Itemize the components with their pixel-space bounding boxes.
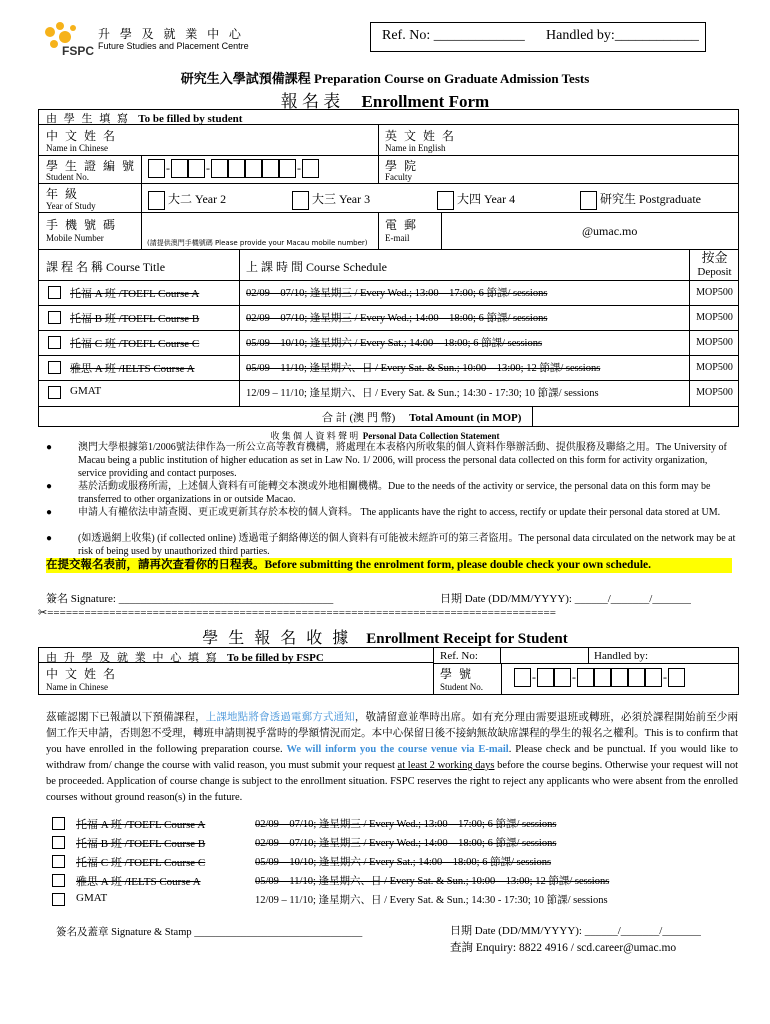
course-deposit: MOP500 <box>696 287 733 298</box>
course-schedule: 02/09 – 07/10; 逢星期三 / Every Wed.; 14:00 – 18:00; 6 節課/ sessions <box>246 313 548 324</box>
receipt-course-title: 托福 C 班 /TOEFL Course C <box>76 857 206 869</box>
course-title: GMAT <box>70 385 102 397</box>
receipt-course-schedule: 02/09 – 07/10; 逢星期三 / Every Wed.; 14:00 – 18:00; 6 節課/ sessions <box>255 838 557 849</box>
deposit-header-en: Deposit <box>697 266 732 278</box>
receipt-course-checkbox[interactable] <box>52 893 65 906</box>
total-amount-label <box>322 409 521 425</box>
english-name-label-zh: 英 文 姓 名 <box>385 129 457 143</box>
receipt-course-checkbox[interactable] <box>52 855 65 868</box>
receipt-title-en: Enrollment Receipt for Student <box>366 631 568 647</box>
course-deposit: MOP500 <box>696 387 733 398</box>
form-title-en: Enrollment Form <box>361 92 490 111</box>
course-deposit: MOP500 <box>696 337 733 348</box>
handled-by-label[interactable]: Handled by:____________ <box>546 28 699 43</box>
logo-text: FSPC <box>62 44 95 58</box>
english-name-field[interactable] <box>460 125 738 154</box>
privacy-item-2: ● 基於活動或服務所需，上述個人資料有可能轉交本澳或外地相關機構。Due to the needs of the activity or service, the personal data on this form may be transferred to other organizations in or outside Macao. <box>46 481 711 505</box>
student-section-en: To be filled by student <box>138 113 243 125</box>
total-zh: 合 計 (澳 門 幣) <box>322 412 396 424</box>
receipt-handled-label[interactable]: Handled by: <box>594 650 649 662</box>
receipt-chinese-name-field[interactable] <box>142 663 432 694</box>
receipt-course-checkbox[interactable] <box>52 836 65 849</box>
receipt-confirmation-text: 茲確認閣下已報讀以下預備課程，上課地點將會透過電郵方式通知，敬請留意並準時出席。如有充分理由需要退班或轉班，必須於課程開始前至少兩個工作天申請，否則恕不受理，轉班申請則視乎當時的學額情況而定。本中心保留日後不接納無故缺席課程的學生的報名之權利。This is to confirm that you have enrolled in the following preparation course. We will inform you the course venue via E-mail. Please check and be punctual. If you would like to withdraw from/ change the course with valid reason, you must submit your request at least 2 working days before the course begins. Otherwise your request will not be proceeded. Application of course change is subject to the enrollment situation. FSPC reserves the right to reject any applicants who were absent from the enrolled courses without ground reason(s) in the future. <box>46 712 739 803</box>
course-checkbox[interactable] <box>48 311 61 324</box>
course-deposit: MOP500 <box>696 362 733 373</box>
course-checkbox[interactable] <box>48 361 61 374</box>
receipt-course-row[interactable] <box>52 872 742 891</box>
email-label-zh: 電 郵 <box>385 218 419 232</box>
year-2-checkbox[interactable] <box>148 191 165 210</box>
student-no-label-zh: 學 生 證 編 號 <box>46 159 137 173</box>
year-option-2[interactable]: 大二 Year 2 <box>148 190 226 210</box>
year-option-postgraduate[interactable]: 研究生 Postgraduate <box>580 190 701 210</box>
ref-no-label[interactable]: Ref. No: _____________ <box>382 28 525 43</box>
two-working-days: at least 2 working days <box>397 760 495 771</box>
year-label-en: Year of Study <box>46 201 96 211</box>
receipt-title-zh: 學 生 報 名 收 據 <box>202 630 352 647</box>
receipt-ref-label[interactable]: Ref. No: <box>440 650 478 662</box>
privacy-title-zh: 收 集 個 人 資 料 聲 明 <box>270 431 359 441</box>
privacy-item-3: ● 申請人有權依法申請查閱、更正或更新其存於本校的個人資料。 The applicants have the right to access, rectify or update their personal data stored at UM. <box>46 507 721 518</box>
course-row[interactable] <box>38 356 739 380</box>
org-english-name: Future Studies and Placement Centre <box>98 41 249 51</box>
year-4-checkbox[interactable] <box>437 191 454 210</box>
receipt-course-schedule: 12/09 – 11/10; 逢星期六、日 / Every Sat. & Sun.; 14:30 - 17:30; 10 節課/ sessions <box>255 895 608 906</box>
course-row[interactable] <box>38 381 739 405</box>
course-schedule: 02/09 – 07/10; 逢星期三 / Every Wed.; 13:00 – 17:00; 6 節課/ sessions <box>246 288 548 299</box>
enquiry-text: 查詢 Enquiry: 8822 4916 / scd.career@umac.mo <box>450 942 677 954</box>
schedule-reminder: 在提交報名表前，請再次查看你的日程表。Before submitting the enrolment form, please double check your own schedule. <box>46 558 732 573</box>
receipt-course-schedule: 02/09 – 07/10; 逢星期三 / Every Wed.; 13:00 – 17:00; 6 節課/ sessions <box>255 819 557 830</box>
faculty-label-zh: 學 院 <box>385 159 419 173</box>
receipt-date-line[interactable]: 日期 Date (DD/MM/YYYY): ______/_______/_______ <box>450 925 701 937</box>
receipt-student-no-boxes[interactable]: - - - <box>514 668 685 687</box>
course-schedule: 12/09 – 11/10; 逢星期六、日 / Every Sat. & Sun.; 14:30 - 17:30; 10 節課/ sessions <box>246 388 599 399</box>
deposit-header <box>690 251 739 279</box>
faculty-label-en: Faculty <box>385 172 412 182</box>
org-chinese-name: 升 學 及 就 業 中 心 <box>98 27 244 41</box>
student-no-label-en: Student No. <box>46 172 90 182</box>
receipt-course-schedule: 05/09 – 10/10; 逢星期六 / Every Sat.; 14:00 – 18:00; 6 節課/ sessions <box>255 857 552 868</box>
mobile-label-zh: 手 機 號 碼 <box>46 218 118 232</box>
receipt-course-title: GMAT <box>76 892 108 904</box>
form-title-zh: 報 名 表 <box>280 92 341 111</box>
receipt-course-row[interactable] <box>52 815 742 834</box>
postgraduate-checkbox[interactable] <box>580 191 597 210</box>
venue-notice-en: We will inform you the course venue via E-mail <box>286 744 509 755</box>
receipt-student-no-zh: 學 號 <box>440 667 474 681</box>
deposit-header-zh: 按金 <box>701 250 728 265</box>
receipt-student-no-en: Student No. <box>440 682 484 692</box>
mobile-note: (請提供澳門手機號碼 Please provide your Macau mobile number) <box>147 239 368 247</box>
year-3-checkbox[interactable] <box>292 191 309 210</box>
receipt-course-title: 托福 B 班 /TOEFL Course B <box>76 838 206 850</box>
total-en: Total Amount (in MOP) <box>409 412 522 424</box>
course-schedule-header: 上 課 時 間 Course Schedule <box>246 260 387 274</box>
chinese-name-field[interactable] <box>142 125 377 154</box>
receipt-course-checkbox[interactable] <box>52 874 65 887</box>
signature-line[interactable]: 簽名 Signature: _______________________________________ <box>46 593 334 605</box>
receipt-chinese-name-zh: 中 文 姓 名 <box>46 667 118 681</box>
year-label-zh: 年 級 <box>46 187 80 201</box>
venue-notice-zh: 上課地點將會透過電郵方式通知 <box>205 712 355 723</box>
privacy-item-4: ● (如透過網上收集) (if collected online) 透過電子網絡傳送的個人資料有可能被未經許可的第三者盜用。The personal data circulated on the network may be at risk of being used by unauthorized third parties. <box>46 533 736 557</box>
receipt-course-checkbox[interactable] <box>52 817 65 830</box>
year-option-3[interactable]: 大三 Year 3 <box>292 190 370 210</box>
course-checkbox[interactable] <box>48 336 61 349</box>
receipt-course-schedule: 05/09 – 11/10; 逢星期六、日 / Every Sat. & Sun.; 10:00 – 13:00; 12 節課/ sessions <box>255 876 610 887</box>
mobile-field[interactable] <box>142 213 377 235</box>
cut-line: ✂================================================================================== <box>38 607 556 619</box>
course-checkbox[interactable] <box>48 386 61 399</box>
course-row[interactable] <box>38 331 739 355</box>
course-checkbox[interactable] <box>48 286 61 299</box>
receipt-course-title: 托福 A 班 /TOEFL Course A <box>76 819 206 831</box>
email-label-en: E-mail <box>385 233 410 243</box>
receipt-course-row[interactable] <box>52 853 742 872</box>
course-title-header: 課 程 名 稱 Course Title <box>46 260 166 274</box>
privacy-item-1: ● 澳門大學根據第1/2006號法律作為一所公立高等教育機構，將處理在本表格內所收集的個人資料作舉辦活動、提供服務及聯絡之用。The University of Macau being a public institution of higher education as set in Law No. 1/ 2006, will process the personal data collected on this form for activity organization, service providing and contact purposes. <box>46 442 727 479</box>
fspc-section-zh: 由 升 學 及 就 業 中 心 填 寫 <box>46 652 219 664</box>
stamp-line[interactable]: 簽名及蓋章 Signature & Stamp ________________________________ <box>56 927 363 938</box>
course-schedule: 05/09 – 11/10; 逢星期六、日 / Every Sat. & Sun.; 10:00 – 13:00; 12 節課/ sessions <box>246 363 601 374</box>
student-no-boxes[interactable]: - - - <box>148 159 319 178</box>
course-schedule: 05/09 – 10/10; 逢星期六 / Every Sat.; 14:00 – 18:00; 6 節課/ sessions <box>246 338 543 349</box>
receipt-course-row[interactable] <box>52 834 742 853</box>
chinese-name-label-en: Name in Chinese <box>46 143 108 153</box>
receipt-course-title: 雅思 A 班 /IELTS Course A <box>76 876 201 888</box>
faculty-field[interactable] <box>440 156 738 182</box>
course-row[interactable] <box>38 306 739 330</box>
chinese-name-label-zh: 中 文 姓 名 <box>46 129 118 143</box>
course-title: 雅思 A 班 /IELTS Course A <box>70 363 195 375</box>
course-title: 托福 A 班 /TOEFL Course A <box>70 288 200 300</box>
form-title-line1: 研究生入學試預備課程 Preparation Course on Graduate Admission Tests <box>180 71 590 86</box>
course-title: 托福 B 班 /TOEFL Course B <box>70 313 200 325</box>
student-section-zh: 由 學 生 填 寫 <box>46 113 130 125</box>
receipt-course-row[interactable] <box>52 891 742 910</box>
year-option-4[interactable]: 大四 Year 4 <box>437 190 515 210</box>
course-deposit: MOP500 <box>696 312 733 323</box>
receipt-chinese-name-en: Name in Chinese <box>46 682 108 692</box>
english-name-label-en: Name in English <box>385 143 446 153</box>
date-line[interactable]: 日期 Date (DD/MM/YYYY): ______/_______/_______ <box>440 593 691 605</box>
privacy-title-en: Personal Data Collection Statement <box>362 431 500 441</box>
mobile-label-en: Mobile Number <box>46 233 104 243</box>
total-amount-field[interactable] <box>532 407 739 427</box>
receipt-title <box>0 625 770 648</box>
fspc-section-en: To be filled by FSPC <box>227 652 324 664</box>
course-title: 托福 C 班 /TOEFL Course C <box>70 338 200 350</box>
course-row[interactable] <box>38 281 739 305</box>
email-suffix: @umac.mo <box>582 224 638 238</box>
